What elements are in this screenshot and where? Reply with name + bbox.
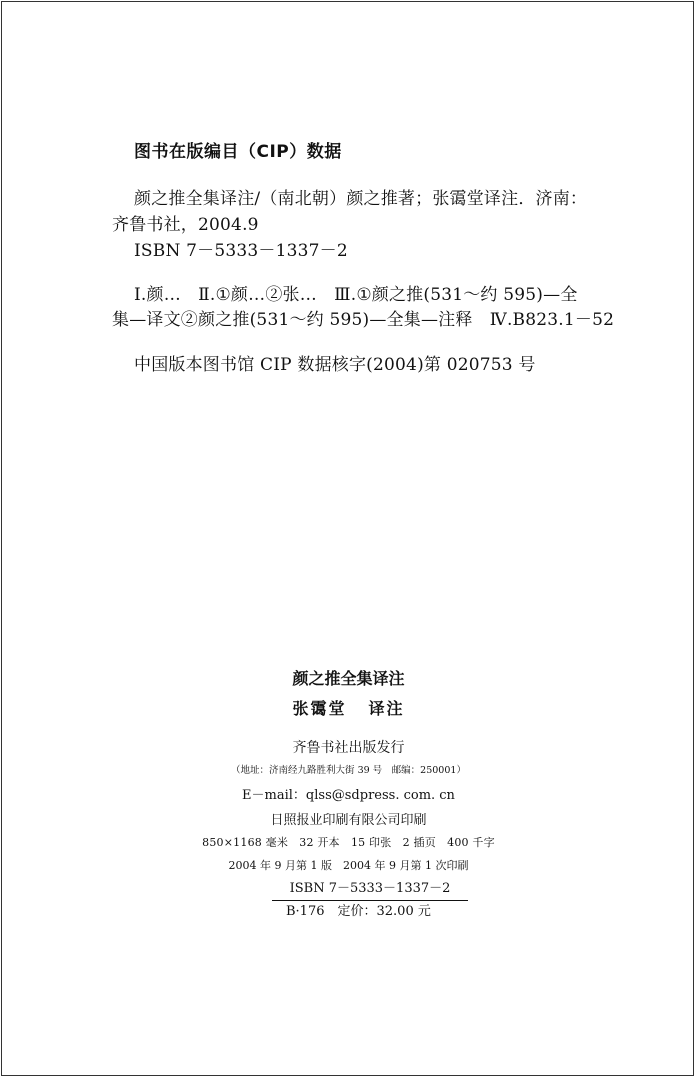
author-role: 译注 [368, 699, 405, 718]
publisher-address: （地址：济南经九路胜利大街 39 号 邮编：250001） [231, 765, 466, 776]
cip-record-number: 中国版本图书馆 CIP 数据核字(2004)第 020753 号 [134, 355, 536, 375]
publisher-email: E－mail：qlss@sdpress. com. cn [242, 788, 455, 803]
isbn-rule [272, 900, 468, 901]
isbn-price-box [272, 880, 468, 921]
cip-subject-line-2: 集—译文②颜之推(531～约 595)—全集—注释 Ⅳ.B823.1－52 [112, 310, 615, 330]
cip-subject-line-1: Ⅰ.颜… Ⅱ.①颜…②张… Ⅲ.①颜之推(531～约 595)—全 [134, 285, 578, 305]
book-title: 颜之推全集译注 [292, 669, 405, 688]
cip-isbn-line: ISBN 7－5333－1337－2 [134, 241, 348, 261]
cip-title-line: 颜之推全集译注/（南北朝）颜之推著；张霭堂译注．济南： [134, 189, 588, 209]
publisher-line: 齐鲁书社出版发行 [292, 740, 405, 756]
printer-line: 日照报业印刷有限公司印刷 [270, 813, 427, 828]
price-line: B·176 定价：32.00 元 [286, 904, 431, 919]
author-line [0, 696, 697, 719]
cip-heading: 图书在版编目（CIP）数据 [134, 142, 342, 162]
author-name: 张霭堂 [292, 699, 347, 718]
print-specs: 850×1168 毫米 32 开本 15 印张 2 插页 400 千字 [202, 836, 495, 849]
edition-info: 2004 年 9 月第 1 版 2004 年 9 月第 1 次印刷 [228, 859, 469, 872]
isbn-number: ISBN 7－5333－1337－2 [289, 881, 451, 896]
cip-publisher-line: 齐鲁书社，2004.9 [112, 215, 259, 235]
